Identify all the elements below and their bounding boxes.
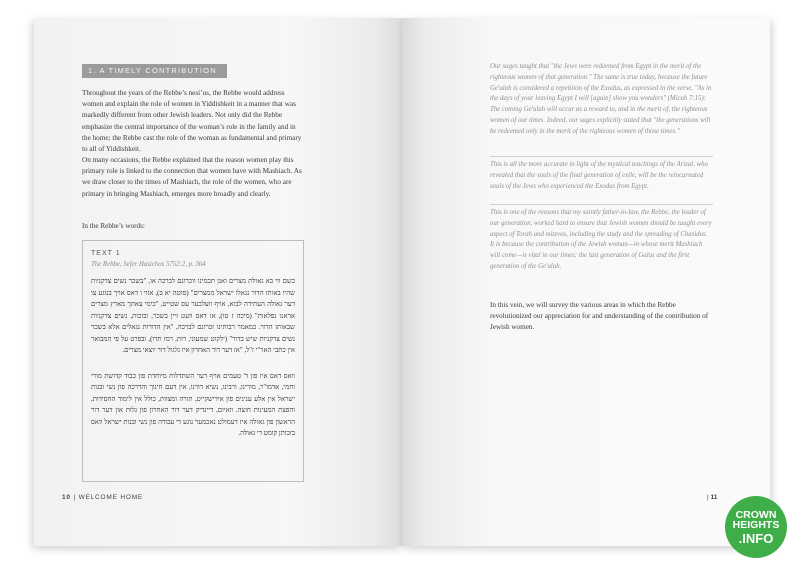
right-footer	[707, 494, 717, 501]
text-box-source: The Rebbe, Sefer Hasichos 5752:2, p. 364	[91, 261, 206, 268]
quote-divider-2	[490, 204, 713, 205]
left-page-number: 10	[62, 494, 71, 501]
quote-paragraph-1: Our sages taught that "the Jews were redeemed from Egypt in the merit of the righteous women of that generation." The same is true today, because the future Ge'ulah is considered a repetition of the Exodus, as expressed in the verse, "As in the days of your leaving Egypt I will [again] show you wonders" (Micah 7:15): The coming Ge'ulah will occur as a reward to, and in the merit of, the righteous women of our times. Indeed, our sages explicitly stated that "the generations will be redeemed only in the merit of the righteous women of those times."	[490, 63, 712, 135]
right-footer-separator: |	[707, 494, 709, 501]
paragraph-3: In the Rebbe’s words:	[82, 222, 145, 230]
hebrew-paragraph-1: כשם ווי בא גאולת מצרים ואנן תכמינו ווכרונם לברכה או, "בשכר נשים צדקניות שהיו באותו הדור נגאלו ישראל ממצרים" (סוטה יא ב), אזוי ו דאס אויך בנוגע צו דער גאולה העתידה לבוא, אויף וועלכער עס שטייט, "כימי צאתך מארץ מצרים אראנו נפלאות" (מיכה ז טו), אז דאס וועט זיין בשכר, ובזכות, נשים צדקניות שבאותו הדור. כמאמר רבותינו זכרונם לברכה, "אין הדורות נגאלים אלא בשכר נשים צדקניות שיש בדור" (ילקוט שמעוני, רות, רמז תרו), ובפרט על פי המבואר אין כתבי האר"י ז"ל, "אז דער דור האחרון איז גלגול דור יוצאי מצרים.	[91, 278, 295, 354]
source-text-box	[82, 240, 304, 482]
logo-line-1: CROWN	[735, 508, 777, 521]
section-heading: 1. A TIMELY CONTRIBUTION	[82, 64, 227, 78]
quote-divider-1	[490, 156, 713, 157]
paragraph-2: On many occasions, the Rebbe explained that the reason women play this primary role is linked to the connection that women have with Mashiach. As we draw closer to the times of Mashiach, the role of the women, who are primary in bringing Mashiach, emerges more broadly and clearly.	[82, 156, 302, 198]
right-body-paragraph: In this vein, we will survey the various areas in which the Rebbe revolutionized our appreciation for and understanding of the contribution of Jewish women.	[490, 301, 709, 332]
paragraph-1: Throughout the years of the Rebbe’s nesi’us, the Rebbe would address women and explain the role of women in Yiddishkeit in a manner that was markedly different from other Jewish leaders. Not only did the Rebbe emphasize the central importance of the woman’s role in the family and in the home; the Rebbe cast the role of the woman as fundamental and primary to all of Yiddishkeit.	[82, 89, 302, 154]
quote-paragraph-3: This is one of the reasons that my saintly father-in-law, the Rebbe, the leader of our generation, worked hard to ensure that Jewish women should be taught every aspect of Torah and mitzvos, including the study and the spreading of Chasidus. It is because the contribution of the Jewish woman—in whose merit Mashiach will come—is vital in our times: the last generation of Galus and the first generation of the Ge'ulah.	[490, 209, 712, 270]
hebrew-paragraph-2: וואס דאס איז פון ד' טעמים אויף דער השתדלות מיוחדת פון כבוד קדושת מורי וחמי, אדמו"ר, מורינו, ורבינו, נשיא דורנו, אין דעם חינוך והדרכה פון נשי ובנות ישראל אין אלע ענינים פון אידישקייט, תורה ומצוות, כולל אין לימוד החסידות, והפצת המעינות חוצה. וואיום, דיינדיק דער דור האחרון פון גלות און דער דור הראשון פון גאולה איז דעמולט נאכמער נוגע די עבודה פון נשי ובנות ישראל וואס בזכותן קומט די גאולה.	[91, 372, 295, 437]
logo-line-3: .INFO	[738, 530, 774, 546]
logo-line-2: HEIGHTS	[732, 519, 780, 531]
left-footer-separator: |	[73, 494, 76, 501]
crownheights-logo	[725, 496, 787, 558]
quote-paragraph-2: This is all the more accurate in light of the mystical teachings of the Arizal, who revealed that the souls of the final generation of exile, will be the reincarnated souls of the Jews who experienced the Exodus from Egypt.	[490, 161, 708, 190]
left-footer-title: WELCOME HOME	[78, 494, 144, 501]
left-footer	[62, 494, 143, 501]
right-page-number: 11	[710, 494, 718, 501]
text-box-label: TEXT 1	[91, 250, 121, 257]
